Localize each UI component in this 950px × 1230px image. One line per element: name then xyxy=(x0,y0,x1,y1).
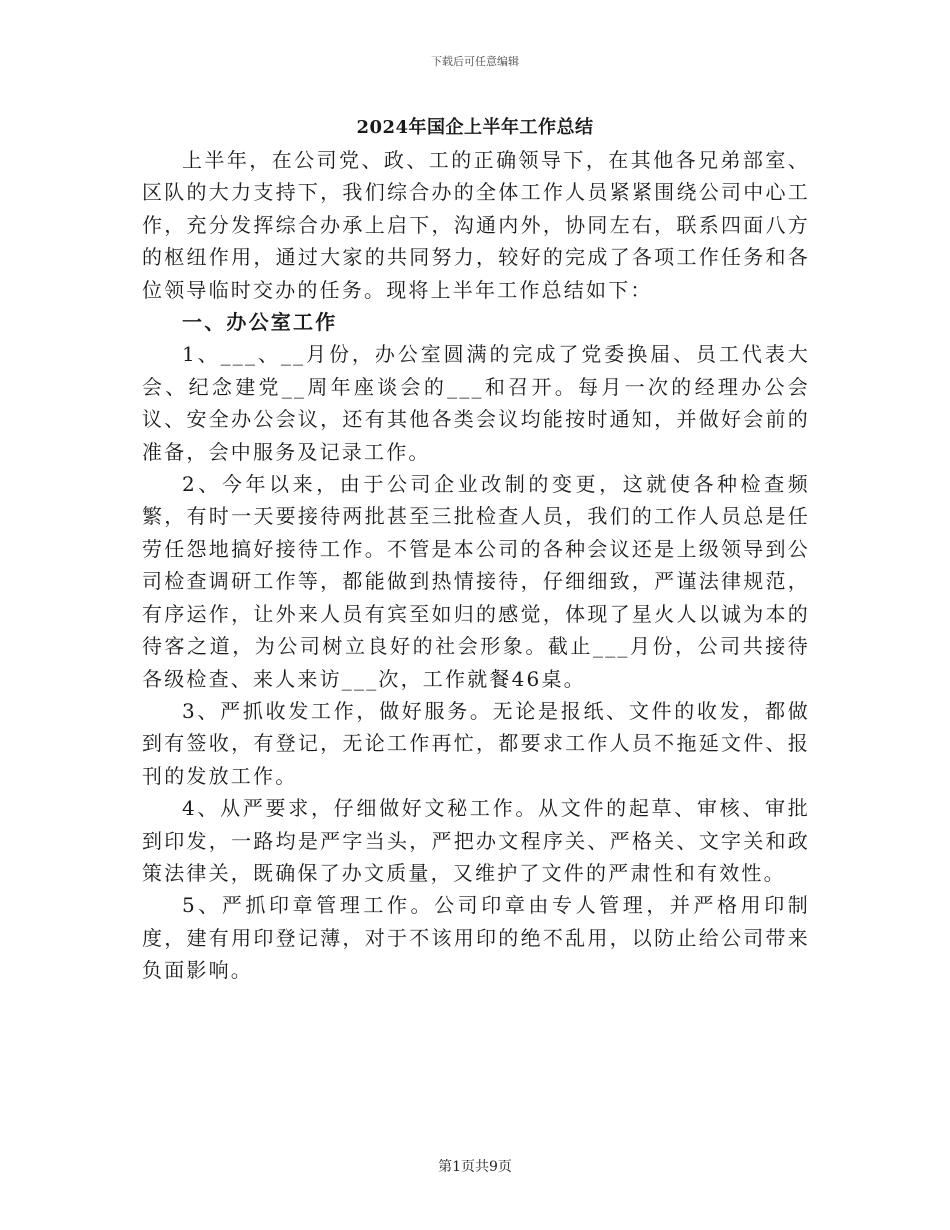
list-item: 2、今年以来，由于公司企业改制的变更，这就使各种检查频繁，有时一天要接待两批甚至三批检查人员，我们的工作人员总是任劳任怨地搞好接待工作。不管是本公司的各种会议还是上级领导到公司检查调研工作等，都能做到热情接待，仔细细致，严谨法律规范，有序运作，让外来人员有宾至如归的感觉，体现了星火人以诚为本的待客之道，为公司树立良好的社会形象。截止___月份，公司共接待各级检查、来人来访___次，工作就餐46桌。 xyxy=(142,472,810,691)
list-item: 4、从严要求，仔细做好文秘工作。从文件的起草、审核、审批到印发，一路均是严字当头，严把办文程序关、严格关、文字关和政策法律关，既确保了办文质量，又维护了文件的严肃性和有效性。 xyxy=(142,796,810,885)
list-item: 5、严抓印章管理工作。公司印章由专人管理，并严格用印制度，建有用印登记薄，对于不该用印的绝不乱用，以防止给公司带来负面影响。 xyxy=(142,893,810,983)
intro-paragraph: 上半年，在公司党、政、工的正确领导下，在其他各兄弟部室、区队的大力支持下，我们综合办的全体工作人员紧紧围绕公司中心工作，充分发挥综合办承上启下，沟通内外，协同左右，联系四面八方的枢纽作用，通过大家的共同努力，较好的完成了各项工作任务和各位领导临时交办的任务。现将上半年工作总结如下： xyxy=(142,148,810,302)
section-heading-office-work: 一、办公室工作 xyxy=(182,310,338,335)
list-item: 1、___、__月份，办公室圆满的完成了党委换届、员工代表大会、纪念建党__周年座谈会的___和召开。每月一次的经理办公会议、安全办公会议，还有其他各类会议均能按时通知，并做好会前的准备，会中服务及记录工作。 xyxy=(142,342,810,464)
document-body xyxy=(142,144,810,987)
page-number: 第1页共9页 xyxy=(438,1159,512,1175)
header-note: 下载后可任意编辑 xyxy=(431,55,519,68)
document-title: 2024年国企上半年工作总结 xyxy=(356,117,594,138)
list-item: 3、严抓收发工作，做好服务。无论是报纸、文件的收发，都做到有签收，有登记，无论工作再忙，都要求工作人员不拖延文件、报刊的发放工作。 xyxy=(142,698,810,788)
